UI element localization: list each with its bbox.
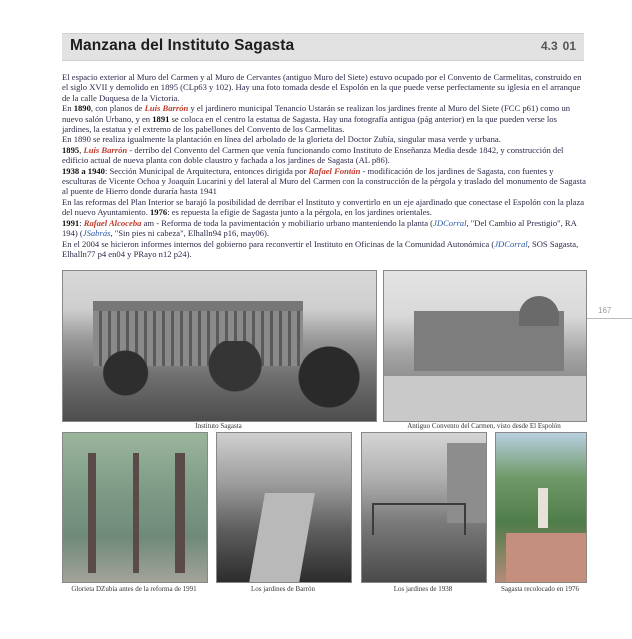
paragraph-1938: 1938 a 1940: Sección Municipal de Arquitectura, entonces dirigida por Rafael Fontán - modificación de los jardines de Sagasta, con fuentes y esculturas de Vicente Ochoa y Joaquín Lucarini y del lateral al Muro del Carmen con la construcción de la pérgola y traslado del monumento de Sagasta al puente de Hierro donde duraría hasta 1941: [62, 165, 586, 197]
photo-caption: Los jardines de Barrón: [251, 585, 315, 593]
photo-glorieta: [62, 432, 208, 583]
body-text: [62, 72, 587, 259]
reference-link[interactable]: JDCorral: [494, 238, 528, 249]
page-title: Manzana del Instituto Sagasta: [70, 37, 295, 54]
photo-caption: Instituto Sagasta: [195, 422, 242, 430]
author-name: Luis Barrón: [83, 144, 128, 155]
paragraph-carmelitas: El espacio exterior al Muro del Carmen y al Muro de Cervantes (antiguo Muro del Siete) estuvo ocupado por el Convento de Carmelitas, construido en el siglo XVII y demolido en 1895 (CLp63 y 102). Hay una foto tomada desde el Espolón en la que puede verse perfectamente su iglesia en el arranque de la calle Duquesa de la Victoria.: [62, 72, 582, 103]
photo-instituto-sagasta: [62, 270, 377, 422]
paragraph-glorieta: En 1890 se realiza igualmente la plantación en línea del arbolado de la glorieta del Doctor Zubía, singular masa verde y urbana.: [62, 134, 501, 145]
paragraph-1991: 1991: Rafael Alcoceba am - Reforma de toda la pavimentación y mobiliario urbano manteniendo la planta (JDCorral, "Del Cambio al Prestigio", RA 194) (JSabrás, "Sin pies ni cabeza", Elhalln94 p16, may06).: [62, 217, 577, 239]
reference-link[interactable]: JDCorral: [433, 217, 467, 228]
subsection-number: 01: [562, 39, 576, 53]
photo-caption: Glorieta DZubía antes de la reforma de 1991: [71, 585, 197, 593]
margin-rule: [586, 318, 632, 319]
reference-link[interactable]: JSabrás: [82, 228, 111, 239]
photo-antiguo-convento: [383, 270, 587, 422]
paragraph-2004: En el 2004 se hicieron informes internos del gobierno para reconvertir el Instituto en Oficinas de la Comunidad Autonómica (JDCorral, SOS Sagasta, Elhalln77 p4 en04 y PRayo n12 p24).: [62, 238, 579, 259]
photo-caption: Sagasta recolocado en 1976: [501, 585, 579, 593]
photo-caption: Antiguo Convento del Carmen, visto desde El Espolón: [407, 422, 561, 430]
page-header: [62, 33, 584, 61]
author-name: Luis Barrón: [144, 103, 189, 114]
author-name: Rafael Fontán: [308, 165, 361, 176]
section-number: 4.3: [540, 39, 558, 53]
author-name: Rafael Alcoceba: [83, 217, 142, 228]
paragraph-1890: En 1890, con planos de Luis Barrón y el jardinero municipal Tenancio Ustarán se realizan los jardines frente al Muro del Siete (FCC p61) como un nuevo salón Urbano, y en 1891 se coloca en el centro la estatua de Sagasta. Hay una fotografía antigua (pág anterior) en la que pueden verse los jardines, la estatua y el extremo de los pabellones del Convento de los Carmelitas.: [62, 103, 571, 135]
paragraph-plan-interior: En las reformas del Plan Interior se barajó la posibilidad de derribar el Instituto y convertirlo en un eje ajardinado que conectase el Espolón con la plaza del nuevo Ayuntamiento. 1976: es repuesta la efigie de Sagasta junto a la pérgola, en los jardines orientales.: [62, 196, 585, 218]
photo-caption: Los jardines de 1938: [393, 585, 453, 593]
photo-sagasta-recolocado: [495, 432, 587, 583]
paragraph-1895: 1895, Luis Barrón - derribo del Convento del Carmen que venía funcionando como Instituto de Enseñanza Media desde 1842, y construcción del edificio actual de nueva planta con doble claustro y fachada a los jardines de Sagasta (AL p86).: [62, 144, 564, 166]
photo-jardines-1938: [361, 432, 487, 583]
page-number: 167: [598, 306, 612, 315]
section-code: [541, 39, 576, 53]
photo-jardines-barron: [216, 432, 352, 583]
